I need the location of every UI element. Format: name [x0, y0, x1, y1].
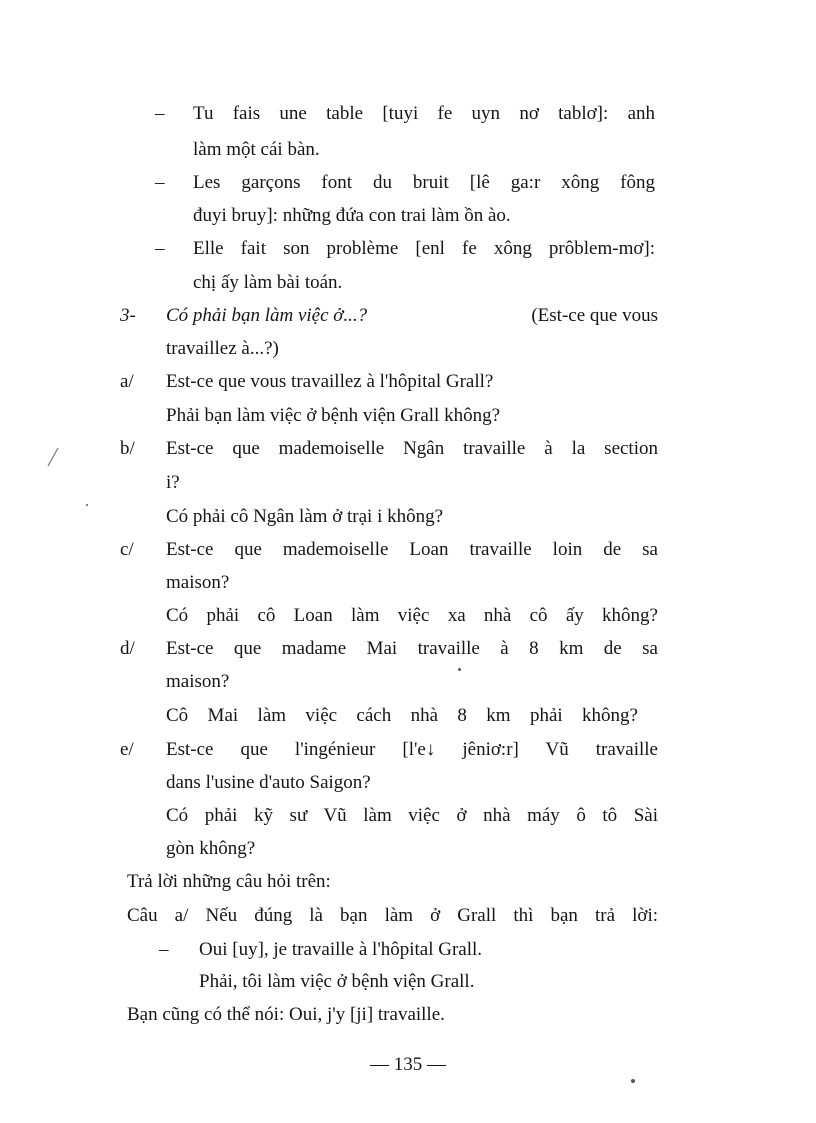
section-title: Có phải bạn làm việc ở...? — [166, 305, 368, 326]
bullet-line — [193, 170, 655, 196]
answer-heading: Trả lời những câu hỏi trên: — [127, 871, 331, 892]
item-line — [166, 737, 658, 763]
scan-speck — [631, 1079, 635, 1083]
item-label: e/ — [120, 739, 134, 760]
bullet-text: Tu fais une table [tuyi fe uyn nơ tablơ]: anh — [193, 103, 655, 124]
item-line: maison? — [166, 572, 230, 593]
page-number: — 135 — — [370, 1054, 446, 1075]
answer-intro: Câu a/ Nếu đúng là bạn làm ở Grall thì bạn trả lời: — [127, 905, 658, 926]
bullet-text: Les garçons font du bruit [lê ga:r xông fông — [193, 172, 655, 193]
item-line: dans l'usine d'auto Saigon? — [166, 772, 371, 793]
bullet-text: Elle fait son problème [enl fe xông prôblem-mơ]: — [193, 238, 655, 259]
item-line: Có phải cô Ngân làm ở trại i không? — [166, 506, 444, 527]
item-text: Có phải kỹ sư Vũ làm việc ở nhà máy ô tô Sài — [166, 805, 658, 826]
bullet-dash: – — [155, 103, 165, 124]
item-label: d/ — [120, 638, 135, 659]
item-text: Est-ce que madame Mai travaille à 8 km de sa — [166, 638, 658, 659]
bullet-dash: – — [155, 172, 165, 193]
item-line — [166, 603, 658, 629]
answer-intro-line — [127, 903, 658, 929]
item-line: Phải bạn làm việc ở bệnh viện Grall không? — [166, 405, 501, 426]
section-title-rest: (Est-ce que vous — [531, 305, 658, 326]
item-text: Có phải cô Loan làm việc xa nhà cô ấy không? — [166, 605, 658, 626]
item-text: Est-ce que l'ingénieur [l'e↓ jêniơ:r] Vũ travaille — [166, 739, 658, 760]
bullet-dash: – — [155, 238, 165, 259]
item-line: maison? — [166, 671, 230, 692]
bullet-line — [193, 101, 655, 127]
item-line: Est-ce que vous travaillez à l'hôpital Grall? — [166, 371, 494, 392]
item-label: c/ — [120, 539, 134, 560]
scan-mark — [44, 446, 62, 468]
item-label: b/ — [120, 438, 135, 459]
closing-sentence: Bạn cũng có thể nói: Oui, j'y [ji] travaille. — [127, 1004, 445, 1025]
scan-speck — [86, 504, 88, 506]
item-line — [166, 436, 658, 462]
item-line — [166, 803, 658, 829]
item-text: Cô Mai làm việc cách nhà 8 km phải không? — [166, 705, 638, 726]
bullet-line: làm một cái bàn. — [193, 139, 320, 160]
answer-bullet-line: Oui [uy], je travaille à l'hôpital Grall. — [199, 939, 483, 960]
item-line — [166, 703, 638, 729]
item-line — [166, 636, 658, 662]
bullet-line — [193, 236, 655, 262]
item-text: Est-ce que mademoiselle Ngân travaille à la section — [166, 438, 658, 459]
answer-bullet-line: Phải, tôi làm việc ở bệnh viện Grall. — [199, 971, 475, 992]
section-line: travaillez à...?) — [166, 338, 279, 359]
bullet-line: chị ấy làm bài toán. — [193, 272, 343, 293]
item-line: gòn không? — [166, 838, 256, 859]
section-title-line — [166, 303, 658, 329]
bullet-line: đuyi bruy]: những đứa con trai làm ồn ào. — [193, 205, 511, 226]
section-number: 3- — [120, 305, 136, 326]
item-line — [166, 537, 658, 563]
answer-bullet-dash: – — [159, 939, 169, 960]
item-line: i? — [166, 472, 180, 493]
item-text: Est-ce que mademoiselle Loan travaille loin de sa — [166, 539, 658, 560]
item-label: a/ — [120, 371, 134, 392]
scan-speck — [458, 668, 461, 671]
